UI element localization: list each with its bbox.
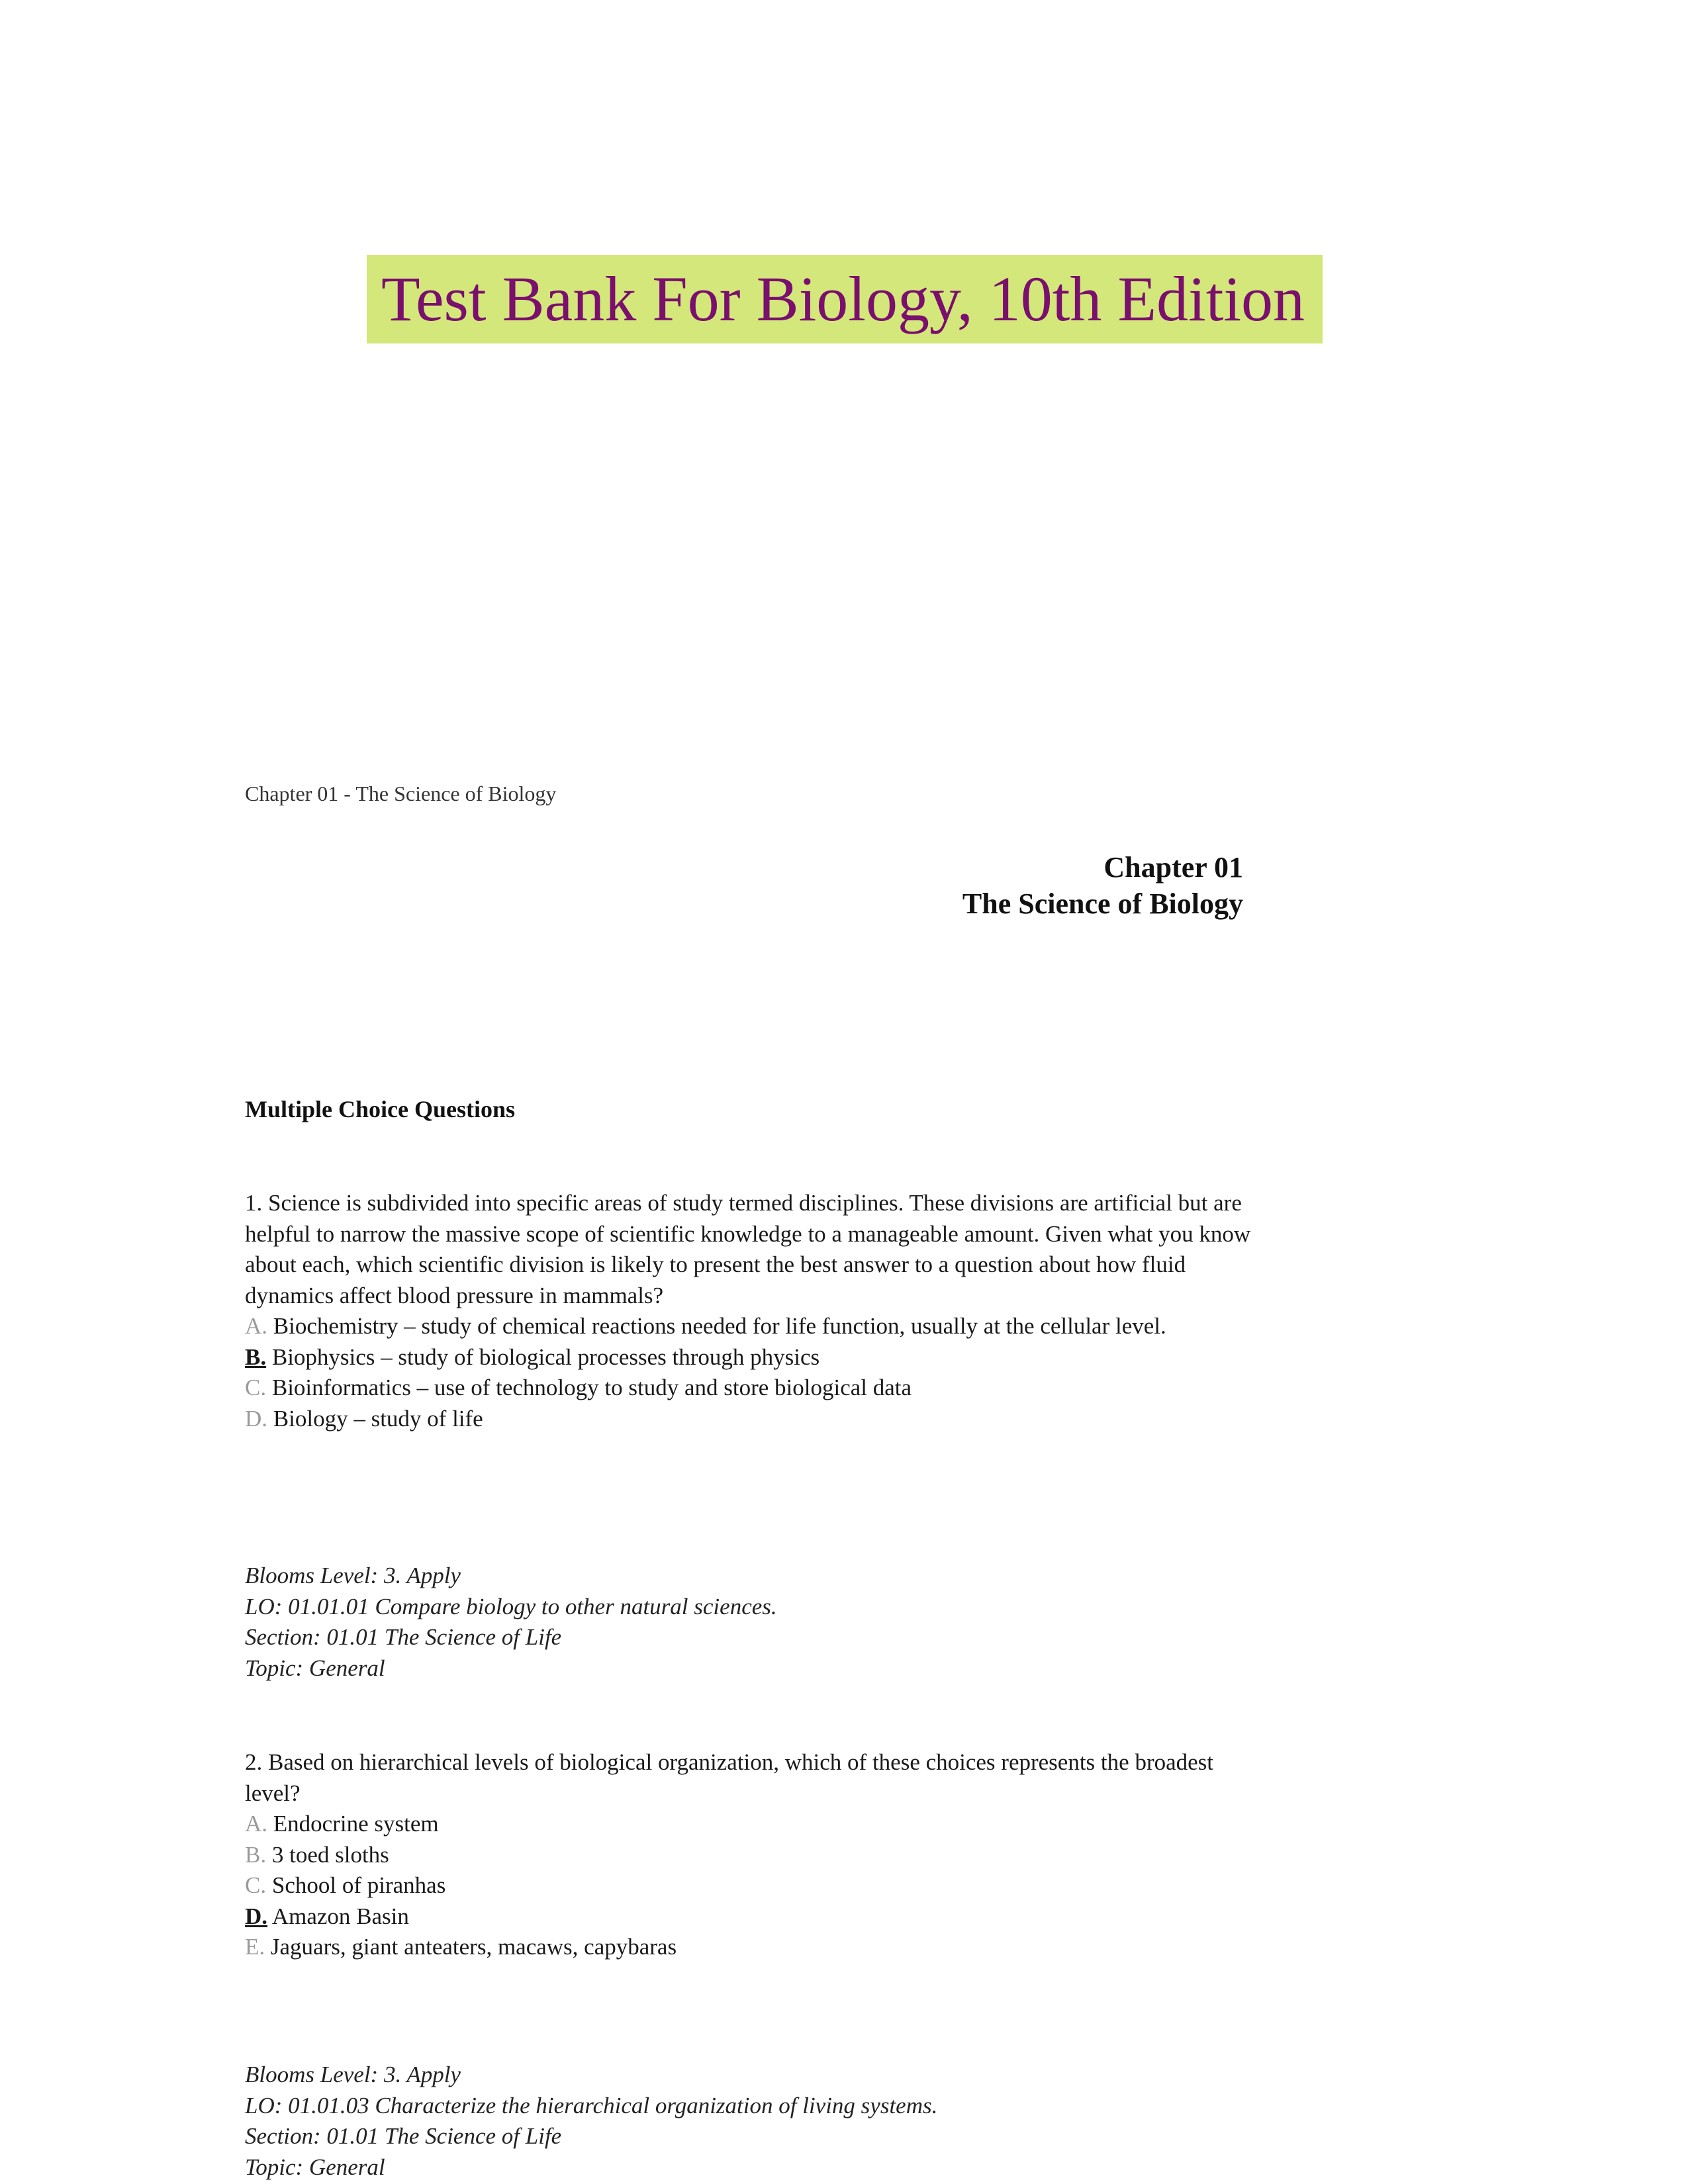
question-2-option-c — [245, 1870, 1251, 1901]
question-2-option-a — [245, 1809, 1251, 1840]
question-1-metadata — [245, 1561, 777, 1684]
question-2-option-d — [245, 1901, 1251, 1933]
option-letter: D. — [245, 1405, 268, 1432]
topic-label: Topic: General — [245, 1655, 385, 1681]
question-1-text: 1. Science is subdivided into specific areas of study termed disciplines. These divisions are artificial but are helpful to narrow the massive scope of scientific knowledge to a manageable amount. Given what you know about each, which scientific division is likely to present the best answer to a question about how fluid dynamics affect blood pressure in mammals? — [245, 1190, 1251, 1308]
option-text: 3 toed sloths — [271, 1841, 389, 1868]
question-2 — [245, 1747, 1251, 1963]
option-text: Endocrine system — [273, 1811, 439, 1837]
learning-objective: LO: 01.01.03 Characterize the hierarchical organization of living systems. — [245, 2092, 938, 2118]
question-2-option-e — [245, 1932, 1251, 1963]
blooms-level: Blooms Level: 3. Apply — [245, 2062, 461, 2087]
chapter-heading — [962, 849, 1243, 922]
correct-answer-letter: D. — [245, 1903, 268, 1929]
option-text: Jaguars, giant anteaters, macaws, capybaras — [270, 1934, 677, 1960]
option-text: Amazon Basin — [271, 1903, 409, 1929]
question-1-option-c — [245, 1373, 1251, 1404]
question-2-text: 2. Based on hierarchical levels of biological organization, which of these choices represents the broadest level? — [245, 1749, 1214, 1806]
option-text: Biophysics – study of biological processes through physics — [271, 1343, 820, 1370]
option-letter: A. — [245, 1313, 268, 1339]
section-label: Section: 01.01 The Science of Life — [245, 2123, 562, 2149]
question-1-option-d — [245, 1404, 1251, 1435]
question-1-option-b — [245, 1342, 1251, 1373]
topic-label: Topic: General — [245, 2154, 385, 2180]
correct-answer-letter: B. — [245, 1343, 267, 1370]
chapter-title: The Science of Biology — [962, 887, 1243, 920]
learning-objective: LO: 01.01.01 Compare biology to other natural sciences. — [245, 1593, 777, 1619]
question-2-metadata — [245, 2060, 937, 2183]
section-heading: Multiple Choice Questions — [245, 1096, 516, 1122]
blooms-level: Blooms Level: 3. Apply — [245, 1563, 461, 1588]
question-1-option-a — [245, 1311, 1251, 1342]
option-text: School of piranhas — [271, 1872, 446, 1898]
option-letter: C. — [245, 1872, 267, 1898]
document-title: Test Bank For Biology, 10th Edition — [381, 263, 1305, 334]
option-letter: B. — [245, 1841, 267, 1868]
option-letter: E. — [245, 1934, 265, 1960]
option-letter: A. — [245, 1811, 268, 1837]
option-text: Bioinformatics – use of technology to study and store biological data — [271, 1375, 912, 1400]
option-text: Biology – study of life — [273, 1405, 483, 1432]
section-label: Section: 01.01 The Science of Life — [245, 1624, 562, 1650]
chapter-number: Chapter 01 — [1103, 851, 1243, 884]
question-1 — [245, 1188, 1251, 1434]
question-2-option-b — [245, 1840, 1251, 1871]
option-letter: C. — [245, 1375, 267, 1400]
title-banner — [367, 255, 1323, 343]
page-header: Chapter 01 - The Science of Biology — [245, 782, 557, 805]
option-text: Biochemistry – study of chemical reactions needed for life function, usually at the cellular level. — [273, 1313, 1166, 1339]
